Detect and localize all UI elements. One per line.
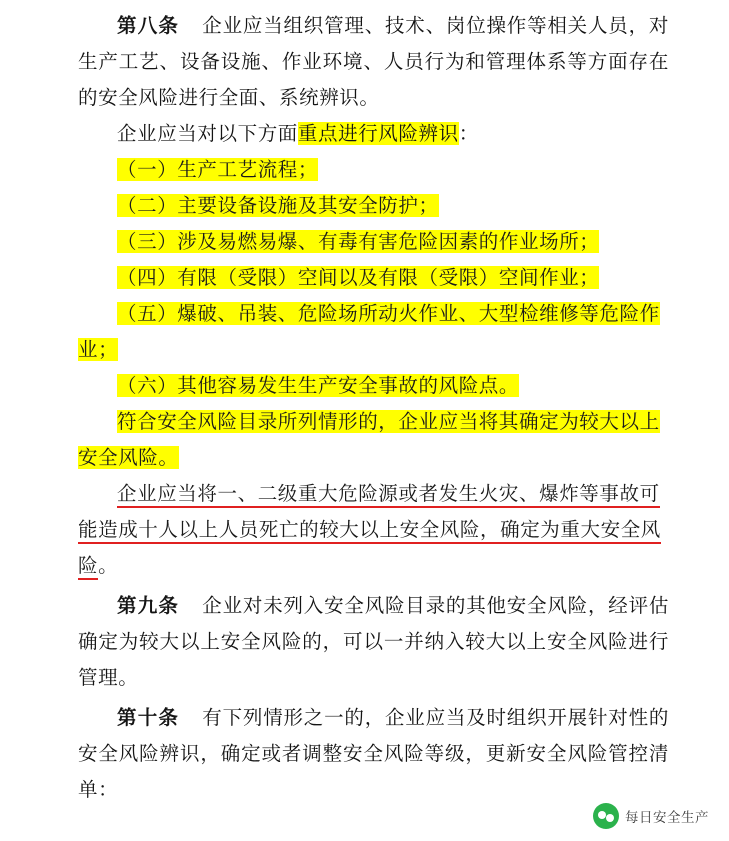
- article-8-body-1: 企业应当组织管理、技术、岗位操作等相关人员，对生产工艺、设备设施、作业环境、人员行为和管理体系等方面存在的安全风险进行全面、系统辨识。: [78, 14, 669, 109]
- article-8-item-4-text: （四）有限（受限）空间以及有限（受限）空间作业；: [117, 266, 600, 289]
- watermark-label: 每日安全生产: [625, 810, 709, 826]
- article-8-paragraph-3-text: 符合安全风险目录所列情形的，企业应当将其确定为较大以上安全风险。: [78, 410, 660, 469]
- article-8-paragraph-4-underlined-text: 企业应当将一、二级重大危险源或者发生火灾、爆炸等事故可能造成十人以上人员死亡的较大以上安全风险，确定为重大安全风险: [78, 482, 661, 580]
- article-8-item-1: [78, 152, 669, 188]
- article-8-item-6: [78, 368, 669, 404]
- article-8-item-1-text: （一）生产工艺流程；: [117, 158, 319, 181]
- article-8-item-3-text: （三）涉及易燃易爆、有毒有害危险因素的作业场所；: [117, 230, 600, 253]
- article-8-item-6-text: （六）其他容易发生生产安全事故的风险点。: [117, 374, 520, 397]
- article-8-paragraph-1: [78, 8, 669, 116]
- article-term-9: 第九条: [117, 594, 180, 617]
- article-8-highlight-key-phrase: 重点进行风险辨识: [297, 122, 459, 145]
- article-term-10: 第十条: [117, 706, 180, 729]
- article-8-colon: ：: [458, 122, 479, 145]
- article-9-paragraph-1: [78, 588, 669, 696]
- article-10-body-1: 有下列情形之一的，企业应当及时组织开展针对性的安全风险辨识，确定或者调整安全风险等级，更新安全风险管控清单：: [78, 706, 669, 801]
- article-8-lead-text: 企业应当对以下方面: [117, 122, 298, 145]
- article-8-item-5: [78, 296, 669, 368]
- article-8-item-2-text: （二）主要设备设施及其安全防护；: [117, 194, 439, 217]
- article-8-paragraph-4: [78, 476, 669, 584]
- wechat-official-account-logo-icon: [593, 803, 619, 829]
- article-8-item-4: [78, 260, 669, 296]
- watermark: [587, 799, 715, 833]
- article-8-paragraph-4-period: 。: [98, 554, 119, 577]
- article-8-paragraph-2: [78, 116, 669, 152]
- article-8-item-2: [78, 188, 669, 224]
- article-10-paragraph-1: [78, 700, 669, 808]
- article-8-item-3: [78, 224, 669, 260]
- article-term-8: 第八条: [117, 14, 180, 37]
- article-8-item-5-text: （五）爆破、吊装、危险场所动火作业、大型检维修等危险作业；: [78, 302, 660, 361]
- article-8-paragraph-3: [78, 404, 669, 476]
- article-9-body-1: 企业对未列入安全风险目录的其他安全风险，经评估确定为较大以上安全风险的，可以一并纳入较大以上安全风险进行管理。: [78, 594, 669, 689]
